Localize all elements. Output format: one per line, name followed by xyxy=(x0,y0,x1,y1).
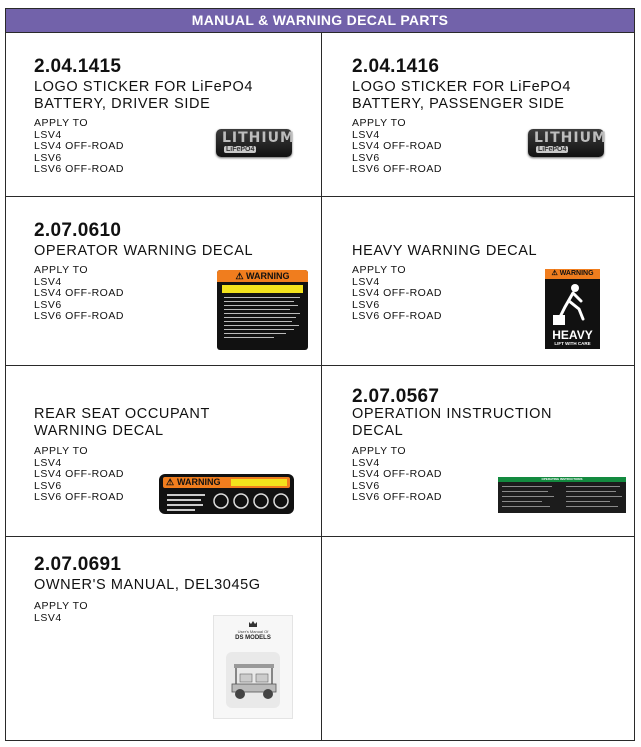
part-title: OPERATOR WARNING DECAL xyxy=(34,243,254,259)
apply-to-list: APPLY TO LSV4 LSV4 OFF-ROAD LSV6 LSV6 OFF-ROAD xyxy=(352,117,442,175)
safety-pictograms xyxy=(159,490,294,514)
part-number: 2.07.0691 xyxy=(34,554,122,575)
warning-triangle-icon: ⚠ xyxy=(551,270,558,277)
heavy-warning-decal-image: ⚠ WARNING HEAVY LIFT WITH CARE xyxy=(545,269,600,349)
section-header: MANUAL & WARNING DECAL PARTS xyxy=(6,9,634,33)
part-cell-2-04-1416 xyxy=(322,33,634,197)
part-number: 2.04.1415 xyxy=(34,56,122,77)
decal-parts-page xyxy=(5,8,635,741)
warning-triangle-icon: ⚠ xyxy=(235,271,244,281)
part-cell-2-04-1415 xyxy=(6,33,322,197)
apply-to-list: APPLY TO LSV4 LSV4 OFF-ROAD LSV6 LSV6 OFF-ROAD xyxy=(34,264,124,322)
rear-seat-warning-decal-image: ⚠ WARNING xyxy=(159,474,294,514)
crown-logo-icon xyxy=(248,620,258,628)
apply-to-list: APPLY TO LSV4 LSV4 OFF-ROAD LSV6 LSV6 OFF-ROAD xyxy=(34,445,124,503)
part-cell-2-07-0610 xyxy=(6,197,322,366)
part-title: LOGO STICKER FOR LiFePO4 BATTERY, DRIVER SIDE xyxy=(34,79,254,112)
apply-to-list: APPLY TO LSV4 LSV4 OFF-ROAD LSV6 LSV6 OFF-ROAD xyxy=(352,445,442,503)
warning-triangle-icon: ⚠ xyxy=(166,477,175,487)
part-cell-heavy-warning xyxy=(322,197,634,366)
part-title: OWNER'S MANUAL, DEL3045G xyxy=(34,577,261,593)
part-title: OPERATION INSTRUCTION DECAL xyxy=(352,406,553,439)
operation-instruction-decal-image: OPERATING INSTRUCTIONS xyxy=(498,477,626,513)
part-number: 2.07.0567 xyxy=(352,386,440,407)
apply-to-list: APPLY TO LSV4 LSV4 OFF-ROAD LSV6 LSV6 OFF-ROAD xyxy=(352,264,442,322)
lithium-sticker-image: LITHIUM LiFePO4 xyxy=(528,129,604,157)
part-title: LOGO STICKER FOR LiFePO4 BATTERY, PASSENGER SIDE xyxy=(352,79,572,112)
lifting-person-icon xyxy=(545,279,600,329)
part-cell-2-07-0567 xyxy=(322,366,634,537)
part-cell-2-07-0691 xyxy=(6,537,322,740)
operator-warning-decal-image: ⚠ WARNING xyxy=(217,270,308,350)
lithium-sticker-image: LITHIUM LiFePO4 xyxy=(216,129,292,157)
owners-manual-image: User's Manual Of DS MODELS xyxy=(213,615,293,719)
part-number: 2.04.1416 xyxy=(352,56,440,77)
apply-to-list: APPLY TO LSV4 LSV4 OFF-ROAD LSV6 LSV6 OFF-ROAD xyxy=(34,117,124,175)
part-title: REAR SEAT OCCUPANT WARNING DECAL xyxy=(34,406,210,439)
golf-cart-illustration xyxy=(214,646,292,716)
part-title: HEAVY WARNING DECAL xyxy=(352,243,538,259)
part-cell-rear-seat xyxy=(6,366,322,537)
part-number: 2.07.0610 xyxy=(34,220,122,241)
apply-to-list: APPLY TO LSV4 xyxy=(34,600,89,624)
